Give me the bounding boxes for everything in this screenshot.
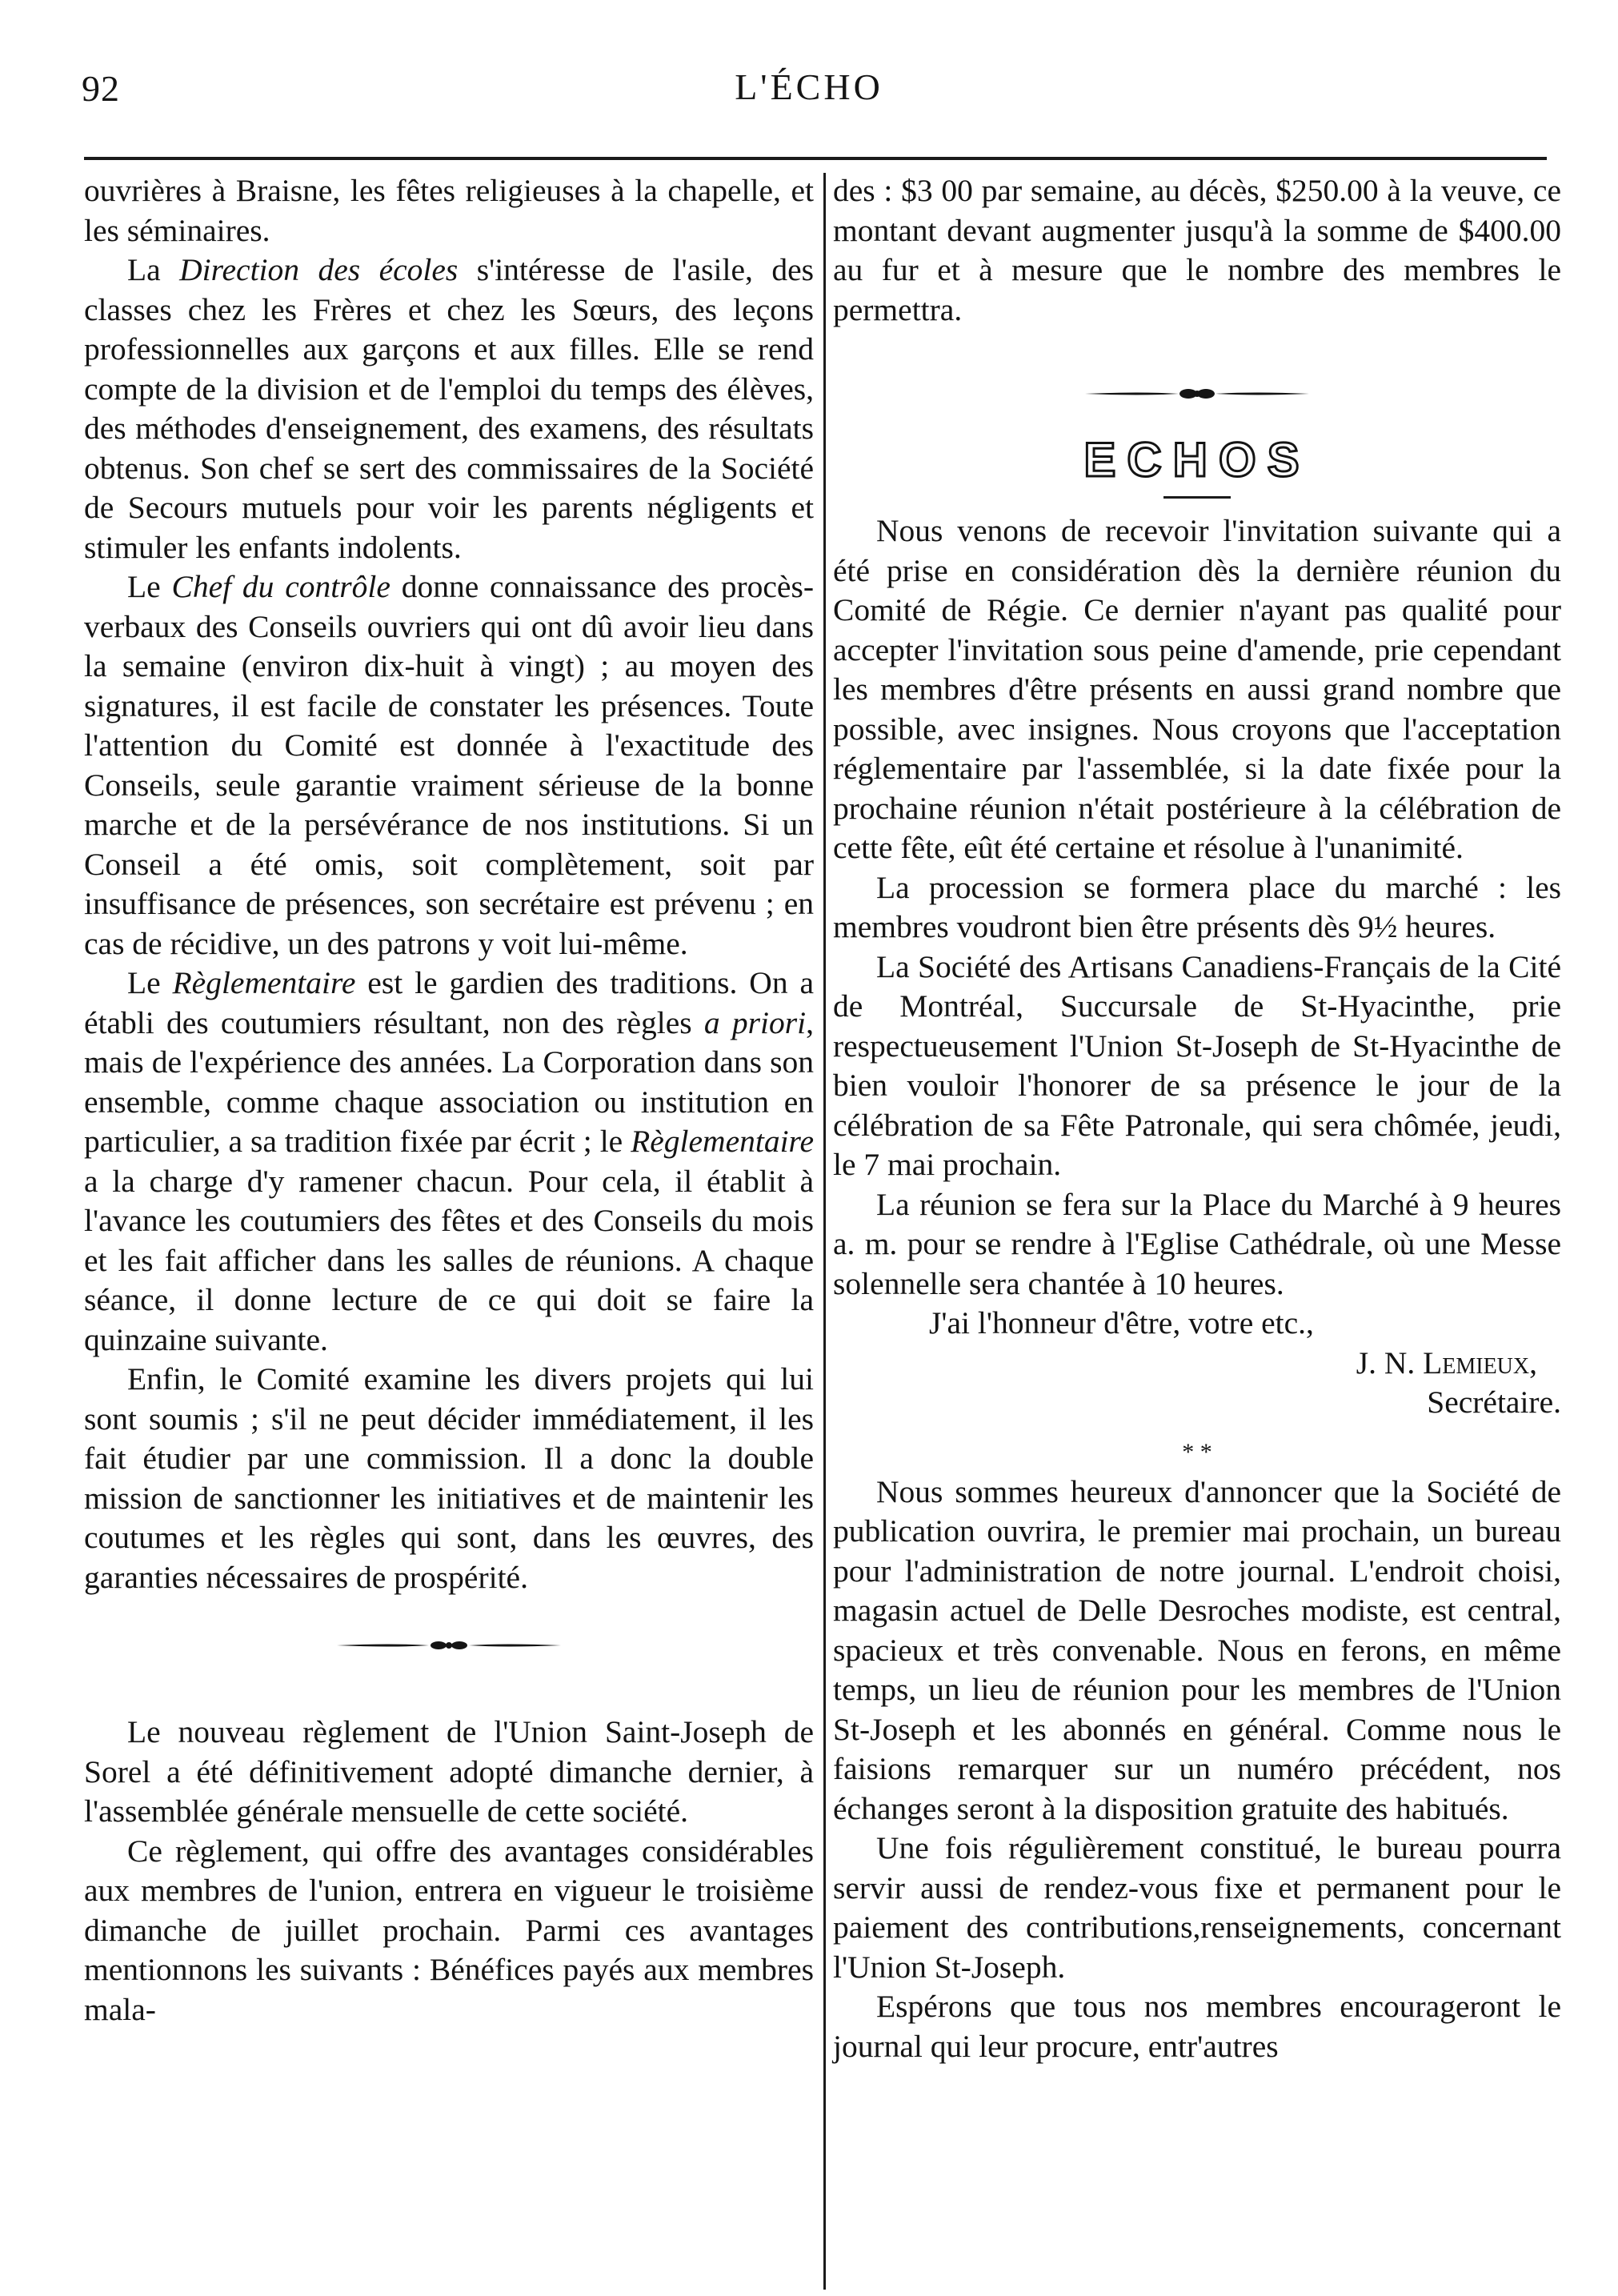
paragraph: Nous sommes heureux d'annoncer que la Société de publication ouvrira, le premier mai prochain, un bureau pour l'administration de notre journal. L'endroit choisi, magasin actuel de Delle Desroches modiste, est central, spacieux et très convenable. Nous en ferons, en même temps, un lieu de réunion pour les membres de l'Union St-Joseph et les abonnés en général. Comme nous le faisions remarquer sur un numéro précédent, nos échanges seront à la disposition gratuite des habitués. <box>833 1473 1561 1826</box>
signature-surname: Lemieux <box>1423 1344 1530 1380</box>
left-column <box>84 171 814 2030</box>
paragraph-text: s'intéresse de l'asile, des classes chez les Frères et chez les Sœurs, des leçons professionnelles aux garçons et aux filles. Elle se rend compte de la division et de l'emploi du temps des élèves, des méthodes d'enseignement, des examens, des résultats obtenus. Son chef se sert des commissaires de la Société de Secours mutuels pour voir les parents négligents et stimuler les enfants indolents. <box>84 252 815 565</box>
ornamental-rule-icon <box>1081 378 1313 410</box>
running-title: L'ÉCHO <box>735 66 883 107</box>
paragraph: La Société des Artisans Canadiens-Français de la Cité de Montréal, Succursale de St-Hyacinthe, prie respectueusement l'Union St-Joseph de St-Hyacinthe de bien vouloir l'honorer de sa présence le jour de la célébration de sa Fête Patronale, qui sera chômée, jeudi, le 7 mai prochain. <box>833 948 1561 1182</box>
paragraph-label: Le <box>127 965 173 1000</box>
page-header <box>0 0 1618 120</box>
paragraph: Espérons que tous nos membres encourageront le journal qui leur procure, entr'autres <box>833 1989 1561 2064</box>
signature-suffix: , <box>1529 1344 1537 1380</box>
signature-name <box>833 1344 1561 1384</box>
paragraph: ouvrières à Braisne, les fêtes religieuses à la chapelle, et les séminaires. <box>84 173 814 248</box>
section-term: Direction des écoles <box>179 252 459 287</box>
ornamental-rule-icon <box>329 1629 569 1661</box>
paragraph-label: La <box>127 252 180 287</box>
section-heading: ECHOS <box>1083 433 1311 487</box>
paragraph: des : $3 00 par semaine, au décès, $250.00 à la veuve, ce montant devant augmenter jusqu'à la somme de $400.00 au fur et à mesure que le nombre des membres le permettra. <box>833 173 1561 327</box>
paragraph-text: donne connaissance des procès-verbaux des Conseils ouvriers qui ont dû avoir lieu dans la semaine (environ dix-huit à vingt) ; au moyen des signatures, il est facile de constater les présences. Toute l'attention du Comité est donnée à l'exactitude des Conseils, seule garantie vraiment sérieuse de la bonne marche et de la persévérance de nos institutions. Si un Conseil a été omis, soit complètement, soit par insuffisance de présences, son secrétaire est prévenu ; en cas de récidive, un des patrons y voit lui-même. <box>84 569 814 961</box>
heading-rule <box>1163 496 1231 499</box>
page-number: 92 <box>82 68 120 109</box>
latin-term: a priori <box>703 1004 807 1040</box>
paragraph-text: , mais de l'expérience des années. La Corporation dans son ensemble, comme chaque association ou institution en particulier, a sa tradition fixée par écrit ; le <box>84 1004 814 1159</box>
paragraph: Le nouveau règlement de l'Union Saint-Joseph de Sorel a été définitivement adopté dimanche dernier, à l'assemblée générale mensuelle de cette société. <box>84 1714 814 1829</box>
right-column <box>833 171 1561 2066</box>
paragraph: Enfin, le Comité examine les divers projets qui lui sont soumis ; s'il ne peut décider immédiatement, il les fait étudier par une commission. Il a donc la double mission de sanctionner les initiatives et de maintenir les coutumes et les règles qui sont, dans les œuvres, des garanties nécessaires de prospérité. <box>84 1361 814 1595</box>
paragraph: Une fois régulièrement constitué, le bureau pourra servir aussi de rendez-vous fixe et permanent pour le paiement des contributions,renseignements, concernant l'Union St-Joseph. <box>833 1830 1561 1985</box>
column-divider <box>823 173 826 2290</box>
section-term: Règlementaire <box>631 1124 814 1159</box>
section-term: Règlementaire <box>172 965 356 1000</box>
paragraph-chef-controle <box>84 567 814 964</box>
paragraph: La procession se formera place du marché : les membres voudront bien être présents dès 9½ heures. <box>833 869 1561 944</box>
signature-title: Secrétaire. <box>1427 1384 1561 1420</box>
section-term: Chef du contrôle <box>171 569 390 604</box>
paragraph-reglementaire <box>84 964 814 1360</box>
header-rule <box>84 157 1547 160</box>
paragraph-direction-ecoles <box>84 250 814 567</box>
asterism-icon: * * <box>1182 1438 1212 1465</box>
paragraph: La réunion se fera sur la Place du Marché à 9 heures a. m. pour se rendre à l'Eglise Cathédrale, où une Messe solennelle sera chantée à 10 heures. <box>833 1186 1561 1301</box>
paragraph-text: est le gardien des traditions. On a établi des coutumiers résultant, non des règles <box>84 965 814 1040</box>
paragraph: Nous venons de recevoir l'invitation suivante qui a été prise en considération dès la dernière réunion du Comité de Régie. Ce dernier n'ayant pas qualité pour accepter l'invitation sous peine d'amende, prie cependant les membres d'être présents en aussi grand nombre que possible, avec insignes. Nous croyons que l'acceptation réglementaire par l'assemblée, si la date fixée pour la prochaine réunion n'était postérieure à la célébration de cette fête, eût été certaine et résolue à l'unanimité. <box>833 513 1561 865</box>
signature-initials: J. N. <box>1356 1344 1424 1380</box>
paragraph-text: a la charge d'y ramener chacun. Pour cela, il établit à l'avance les coutumiers des fêtes et des Conseils du mois et les fait afficher dans les salles de réunions. A chaque séance, il donne lecture de ce qui doit se faire la quinzaine suivante. <box>84 1163 814 1357</box>
paragraph-label: Le <box>127 569 172 604</box>
letter-closing: J'ai l'honneur d'être, votre etc., <box>929 1305 1314 1340</box>
paragraph: Ce règlement, qui offre des avantages considérables aux membres de l'union, entrera en vigueur le troisième dimanche de juillet prochain. Parmi ces avantages mentionnons les suivants : Bénéfices payés aux membres mala- <box>84 1833 814 2027</box>
